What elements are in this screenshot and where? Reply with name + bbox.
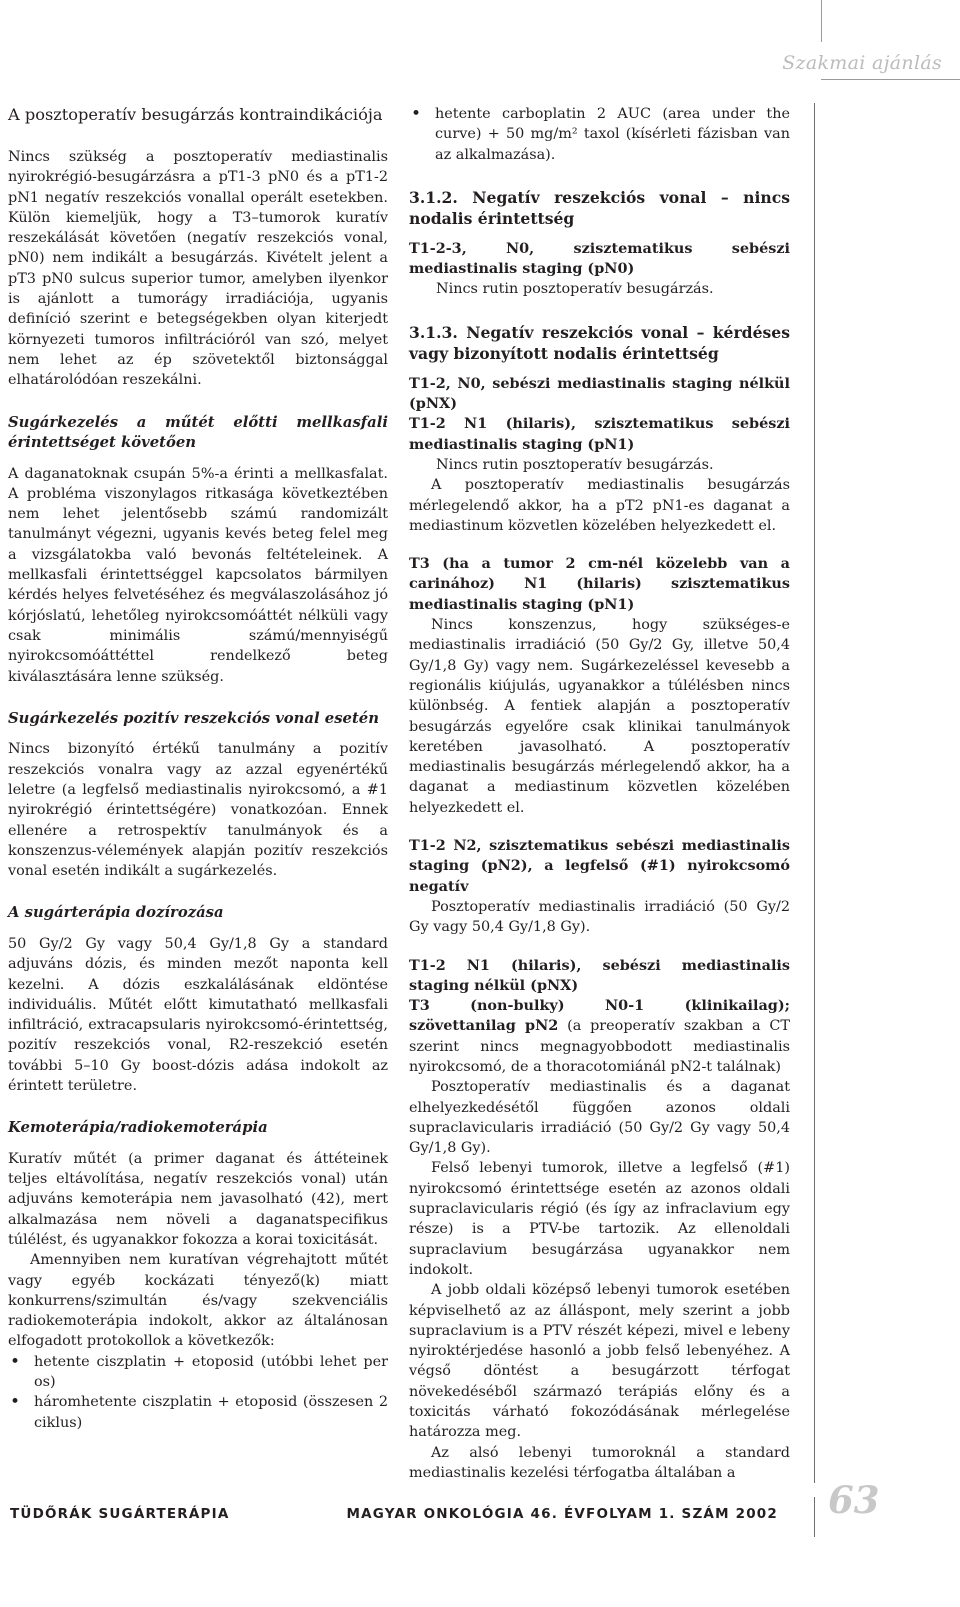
heading-positive-margin: Sugárkezelés pozitív reszekciós vonal esetén [8, 709, 379, 727]
footer-right: MAGYAR ONKOLÓGIA 46. ÉVFOLYAM 1. SZÁM 2002 [346, 1506, 778, 1522]
heading-chemotherapy: Kemoterápia/radiokemoterápia [8, 1119, 268, 1137]
subheading-pn1: T1-2 N1 (hilaris), szisztematikus sebészi mediastinalis staging (pN1) [409, 415, 790, 453]
paragraph-chemotherapy: Kuratív műtét (a primer daganat és áttéteinek teljes eltávolítása, negatív reszekciós vonal) után adjuváns kemoterápia nem javasolható (42), mert alkalmazása nem növeli a daganatspecifikus túlélést, és ugyanakkor fokozza a korai toxicitását. [8, 1150, 388, 1248]
left-column [8, 104, 388, 1433]
paragraph-positive-margin: Nincs bizonyító értékű tanulmány a pozitív reszekciós vonalra vagy az azzal egyenértékű leletre (a legfelső mediastinalis nyirokcsomó, a #1 nyirokrégió érintettségére) vonatkozóan. Ennek ellenére a retrospektív tanulmányok és a konszenzus-vélemények alapján pozitív reszekciós vonal esetén indikált a sugárkezelés. [8, 741, 388, 880]
subheading-pn2: T1-2 N2, szisztematikus sebészi mediastinalis staging (pN2), a legfelső (#1) nyirokcsomó negatív [409, 837, 790, 895]
list-item: • hetente ciszplatin + etoposid (utóbbi lehet per os) [8, 1352, 388, 1393]
protocol-list-continued [409, 104, 790, 165]
paragraph-contraindication: Nincs szükség a posztoperatív mediastinalis nyirokrégió-besugárzásra a pT1-3 pN0 és a pT1-2 pN1 negatív reszekciós vonallal operált esetekben. Külön kiemeljük, hogy a T3–tumorok kuratív reszekálását követően (negatív reszekciós vonal, pN0) nem indikált a besugárzás. Kivételt jelent a pT3 pN0 sulcus superior tumor, amelyben ilyenkor is ajánlott a tumorágy irradiációja, ugyanis definíció szerint e betegségekben olyan kiterjedt környezeti tumoros infiltrációról van szó, melyet nem lehet az ép szövetektől biztonsággal elhatárolódóan reszekálni. [8, 149, 388, 389]
footer-divider [814, 1497, 815, 1537]
heading-dosing: A sugárterápia dozírozása [8, 904, 224, 922]
paragraph-t3: Nincs konszenzus, hogy szükséges-e mediastinalis irradiáció (50 Gy/2 Gy, illetve 50,4 Gy/1,8 Gy) vagy nem. Sugárkezeléssel kevesebb a regionális kiújulás, ugyanakkor a túlélésben nincs különbség. A fentiek alapján a posztoperatív besugárzás egyelőre csak klinikai tanulmányok keretében javasolható. A posztoperatív mediastinalis besugárzás mérlegelendő akkor, ha a daganat a mediastinum közvetlen közelében helyezkedett el. [409, 617, 790, 816]
right-column [409, 104, 790, 1483]
list-item: • háromhetente ciszplatin + etoposid (összesen 2 ciklus) [8, 1392, 388, 1433]
paragraph-pn1-a: Nincs rutin posztoperatív besugárzás. [436, 456, 714, 473]
subheading-t3: T3 (ha a tumor 2 cm-nél közelebb van a carinához) N1 (hilaris) szisztematikus mediastinalis staging (pN1) [409, 555, 790, 613]
paragraph-pn1-b: A posztoperatív mediastinalis besugárzás mérlegelendő akkor, ha a pT2 pN1-es daganat a mediastinum közvetlen közelében helyezkedett el. [409, 477, 790, 534]
subheading-t3-nonbulky-bold: T3 (non-bulky) N0-1 (klinikailag); szövettanilag pN2 [409, 997, 790, 1035]
footer-left: TÜDŐRÁK SUGÁRTERÁPIA [10, 1506, 230, 1522]
list-item: • hetente carboplatin 2 AUC (area under the curve) + 50 mg/m² taxol (kísérleti fázisban van az alkalmazása). [409, 104, 790, 165]
section-label: Szakmai ajánlás [782, 52, 942, 74]
paragraph-pn2: Posztoperatív mediastinalis irradiáció (50 Gy/2 Gy vagy 50,4 Gy/1,8 Gy). [409, 898, 790, 936]
heading-3-1-2: 3.1.2. Negatív reszekciós vonal – nincs nodalis érintettség [409, 187, 790, 228]
subheading-t3-nonbulky [409, 996, 790, 1077]
column-divider [814, 103, 815, 1483]
subheading-pn0: T1-2-3, N0, szisztematikus sebészi mediastinalis staging (pN0) [409, 239, 790, 278]
header-horizontal-rule [821, 79, 960, 80]
paragraph-supraclavicular: Posztoperatív mediastinalis és a daganat elhelyezkedésétől függően azonos oldali supraclavicularis irradiáció (50 Gy/2 Gy vagy 50,4 Gy/1,8 Gy). [409, 1079, 790, 1157]
heading-chest-wall: Sugárkezelés a műtét előtti mellkasfali érintettséget követően [8, 413, 388, 452]
heading-3-1-3: 3.1.3. Negatív reszekciós vonal – kérdéses vagy bizonyított nodalis érintettség [409, 322, 790, 363]
protocol-list [8, 1352, 388, 1433]
subheading-t3-nonbulky-rest: (a preoperatív szakban a CT szerint nincs megnagyobbodott mediastinalis nyirokcsomó, de a thoracotomiánál pN2-t találnak) [409, 1018, 790, 1075]
paragraph-lower-lobe: Az alsó lebenyi tumoroknál a standard mediastinalis kezelési térfogatba általában a [409, 1444, 790, 1481]
paragraph-dosing: 50 Gy/2 Gy vagy 50,4 Gy/1,8 Gy a standard adjuváns dózis, és minden mezőt naponta kell kezelni. A dózis eszkalálásának eldöntése individuális. Műtét előtt kimutatható mellkasfali infiltráció, extracapsularis nyirokcsomó-érintettség, pozitív reszekciós vonal, R2-reszekció esetén további 5–10 Gy boost-dózis adása indokolt az érintett területre. [8, 935, 388, 1094]
page-number: 63 [828, 1478, 880, 1522]
heading-contraindication: A posztoperatív besugárzás kontraindikációja [8, 105, 383, 124]
subheading-pnx-hilaris: T1-2 N1 (hilaris), sebészi mediastinalis staging nélkül (pNX) [409, 956, 790, 994]
paragraph-protocols: Amennyiben nem kuratívan végrehajtott műtét vagy egyéb kockázati tényező(k) miatt konkurrens/szimultán és/vagy szekvenciális radiokemoterápia indokolt, akkor az általánosan elfogadott protokollok a következők: [8, 1252, 388, 1350]
paragraph-middle-lobe: A jobb oldali középső lebenyi tumorok esetében képviselhető az az álláspont, mely szerint a jobb supraclavium is a PTV részét képezi, mivel e lebeny nyiroktérjedése hasonló a jobb felső lebenyéhez. A végső döntést a besugárzott térfogat növekedéséből származó terápiás előny és a toxicitás várható fokozódásának mérlegelése határozza meg. [409, 1282, 790, 1441]
paragraph-pn0: Nincs rutin posztoperatív besugárzás. [436, 281, 714, 298]
paragraph-upper-lobe: Felső lebenyi tumorok, illetve a legfelső (#1) nyirokcsomó érintettsége esetén az azonos oldali supraclavicularis régió (és így az infraclavium egy része) is a PTV-be tartozik. Az ellenoldali supraclavium besugárzása ugyanakkor nem indokolt. [409, 1160, 790, 1278]
paragraph-chest-wall: A daganatoknak csupán 5%-a érinti a mellkasfalat. A probléma viszonylagos ritkasága következtében nem lehet jelentősebb számú randomizált tanulmányt végezni, ugyanis kevés beteg felel meg a vizsgálatokba való bevonás feltételeinek. A mellkasfali érintettséggel kapcsolatos bármilyen kérdés helyes felvetéséhez és megválaszolásához jó kórjóslatú, lehetőleg nyirokcsomóáttét nélküli vagy csak minimális számú/mennyiségű nyirokcsomóáttéttel rendelkező beteg kiválasztására lenne szükség. [8, 465, 388, 685]
header-vertical-rule [821, 0, 822, 42]
subheading-pnx: T1-2, N0, sebészi mediastinalis staging nélkül (pNX) [409, 374, 790, 413]
